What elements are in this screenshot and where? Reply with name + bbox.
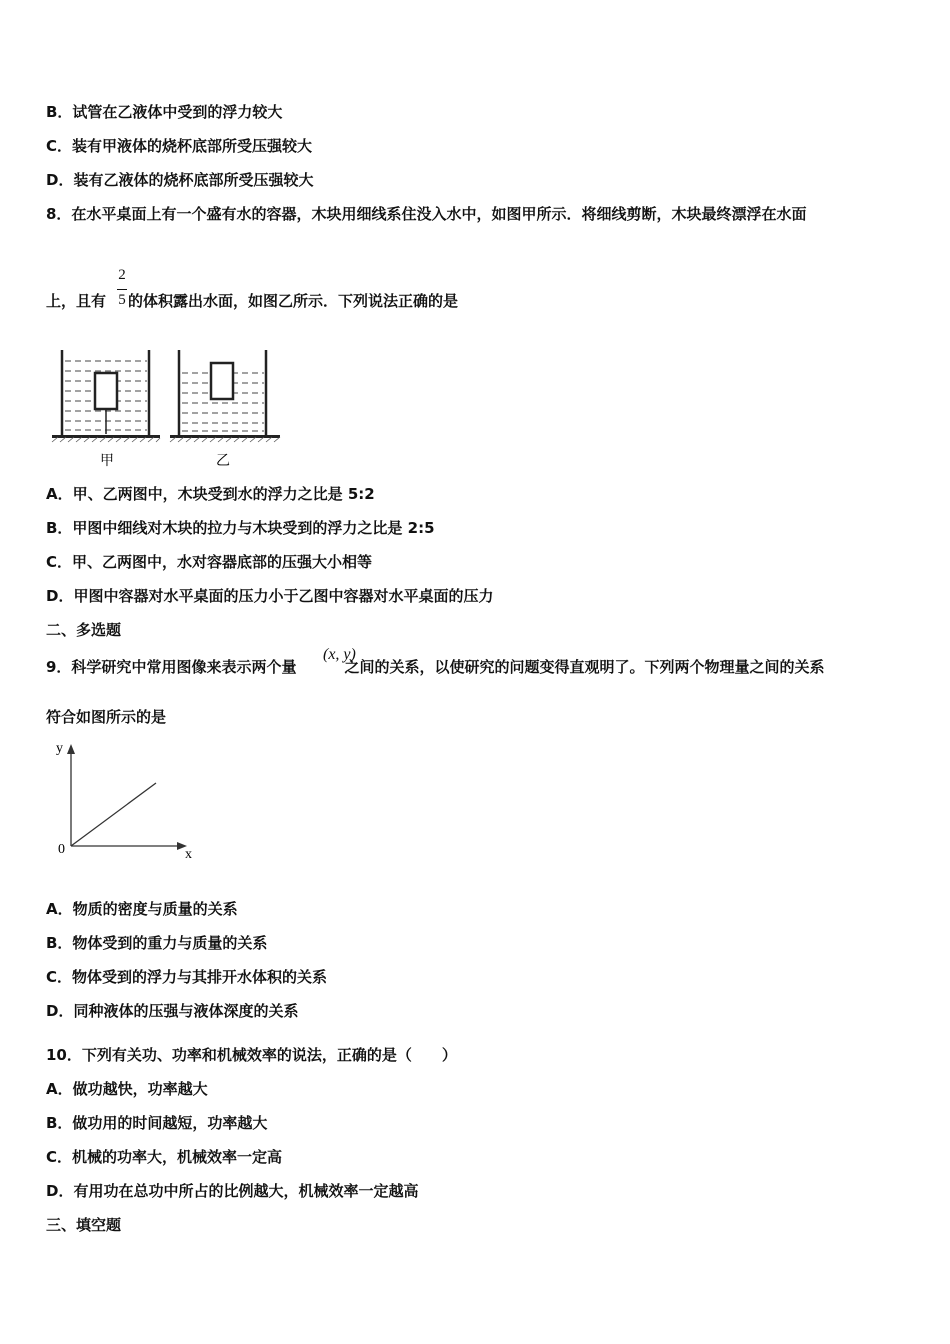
q9-option-c: C．物体受到的浮力与其排开水体积的关系 [46,968,328,986]
fraction-denominator: 5 [118,292,126,308]
linear-graph [50,736,200,861]
figure-label-jia: 甲 [100,454,114,469]
q9-stem-line2: 符合如图所示的是 [46,708,167,726]
q9-stem-prefix: 9．科学研究中常用图像来表示两个量 [46,658,297,676]
q9-option-a: A．物质的密度与质量的关系 [46,900,238,918]
q8-option-b: B．甲图中细线对木块的拉力与木块受到的浮力之比是 2:5 [46,519,435,537]
y-axis-arrow [67,744,75,754]
q8-option-c: C．甲、乙两图中，水对容器底部的压强大小相等 [46,553,373,571]
xy-symbol: (x, y) [323,646,356,663]
fraction-numerator: 2 [118,267,126,283]
q8-option-a: A．甲、乙两图中，木块受到水的浮力之比是 5:2 [46,485,375,503]
section-title-multi-choice: 二、多选题 [46,621,122,639]
q9-option-d: D．同种液体的压强与液体深度的关系 [46,1002,299,1020]
q9-option-b: B．物体受到的重力与质量的关系 [46,934,268,952]
q7-option-b: B．试管在乙液体中受到的浮力较大 [46,103,283,121]
container-figure [48,345,288,475]
container-yi [170,350,280,442]
q10-option-b: B．做功用的时间越短，功率越大 [46,1114,268,1132]
q7-option-c: C．装有甲液体的烧杯底部所受压强较大 [46,137,313,155]
q10-option-d: D．有用功在总功中所占的比例越大，机械效率一定越高 [46,1182,419,1200]
q9-stem-line1 [46,657,824,677]
section-title-fill-blank: 三、填空题 [46,1216,122,1234]
fraction-bar [117,289,127,290]
q10-option-c: C．机械的功率大，机械效率一定高 [46,1148,283,1166]
q7-option-d: D．装有乙液体的烧杯底部所受压强较大 [46,171,314,189]
y-axis-label: y [56,741,63,756]
origin-label: 0 [58,842,65,857]
proportional-line [71,783,156,846]
figure-label-yi: 乙 [216,454,230,469]
wood-block-jia [95,373,117,409]
x-axis-label: x [185,847,192,861]
q8-stem-line2 [46,291,458,311]
q8-stem-line1: 8．在水平桌面上有一个盛有水的容器，木块用细线系住没入水中，如图甲所示．将细线剪断，木块最终漂浮在水面 [46,205,807,223]
q8-stem-prefix: 上，且有 [46,292,107,310]
q10-option-a: A．做功越快，功率越大 [46,1080,208,1098]
wood-block-yi [211,363,233,399]
q9-stem-suffix: 之间的关系，以使研究的问题变得直观明了。下列两个物理量之间的关系 [344,658,825,676]
container-jia [52,350,160,442]
q10-stem: 10．下列有关功、功率和机械效率的说法，正确的是（ ） [46,1046,457,1064]
q8-option-d: D．甲图中容器对水平桌面的压力小于乙图中容器对水平桌面的压力 [46,587,494,605]
q8-stem-suffix: 的体积露出水面，如图乙所示．下列说法正确的是 [128,292,459,310]
